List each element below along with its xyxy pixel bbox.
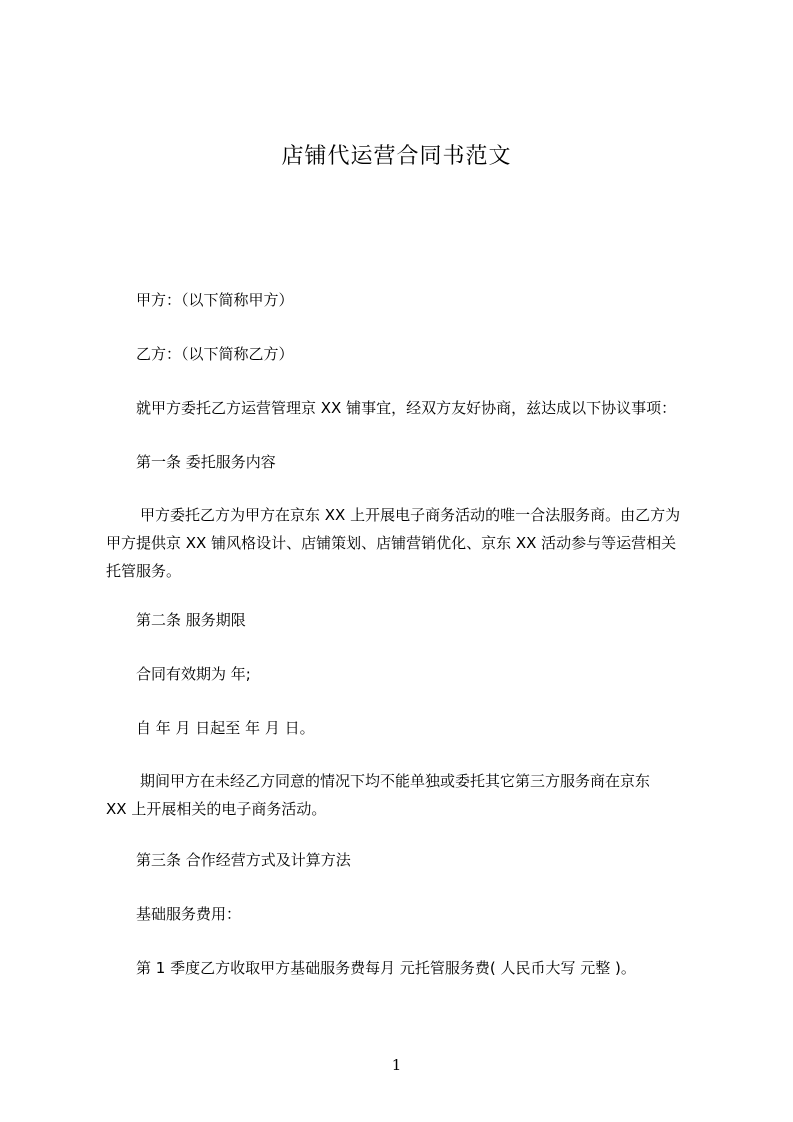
article-1-paragraph-line-1: 甲方委托乙方为甲方在京东 XX 上开展电子商务活动的唯一合法服务商。由乙方为 [140,506,681,524]
article-3-fee-line: 第 1 季度乙方收取甲方基础服务费每月 元托管服务费( 人民币大写 元整 )。 [136,959,636,977]
article-1-paragraph-line-2: 甲方提供京 XX 铺风格设计、店铺策划、店铺营销优化、京东 XX 活动参与等运营相关 [106,534,677,552]
party-b-line: 乙方：（以下简称乙方） [136,345,294,363]
document-title: 店铺代运营合同书范文 [281,144,512,169]
article-3-fee-label: 基础服务费用： [136,905,242,923]
intro-paragraph: 就甲方委托乙方运营管理京 XX 铺事宜，经双方友好协商，兹达成以下协议事项： [136,399,677,417]
article-1-heading: 第一条 委托服务内容 [136,453,276,471]
article-2-paragraph-line-2: XX 上开展相关的电子商务活动。 [106,800,327,818]
article-2-paragraph-line-1: 期间甲方在未经乙方同意的情况下均不能单独或委托其它第三方服务商在京东 [140,772,651,790]
party-a-line: 甲方：（以下简称甲方） [136,291,294,309]
article-2-term-line: 合同有效期为 年; [136,665,251,683]
page-number: 1 [391,1056,402,1074]
article-3-heading: 第三条 合作经营方式及计算方法 [136,851,351,869]
article-2-heading: 第二条 服务期限 [136,611,246,629]
article-2-dates-line: 自 年 月 日起至 年 月 日。 [136,719,315,737]
article-1-paragraph-line-3: 托管服务。 [106,562,182,580]
